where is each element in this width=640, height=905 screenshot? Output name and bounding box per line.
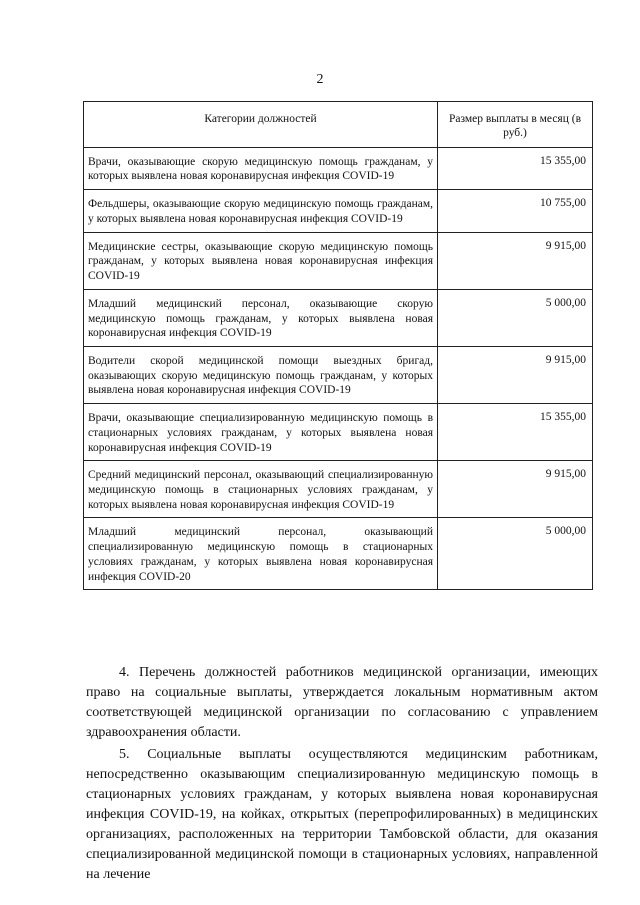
paragraph-5: 5. Социальные выплаты осуществляются медицинским работникам, непосредственно оказывающим специализированную медицинскую помощь в стационарных условиях гражданам, у которых выявлена новая коронавирусная инфекция COVID-19, на койках, открытых (перепрофилированных) в медицинских организациях, расположенных на территории Тамбовской области, для оказания специализированной медицинской помощи в стационарных условиях, направленной на лечение	[86, 747, 598, 882]
table-row	[84, 518, 593, 590]
table-row	[84, 147, 593, 189]
category-cell: Младший медицинский персонал, оказывающие скорую медицинскую помощь гражданам, у которых выявлена новая коронавирусная инфекция COVID-19	[84, 289, 438, 346]
category-cell: Младший медицинский персонал, оказывающий специализированную медицинскую помощь в стационарных условиях гражданам, у которых выявлена новая коронавирусная инфекция COVID-20	[84, 518, 438, 590]
table-header-row	[84, 102, 593, 148]
amount-cell: 5 000,00	[438, 289, 593, 346]
payment-table	[83, 101, 593, 590]
paragraph-4: 4. Перечень должностей работников медицинской организации, имеющих право на социальные выплаты, утверждается локальным нормативным актом соответствующей медицинской организации по согласованию с управлением здравоохранения области.	[86, 665, 598, 740]
table-row	[84, 289, 593, 346]
amount-cell: 9 915,00	[438, 346, 593, 403]
amount-cell: 5 000,00	[438, 518, 593, 590]
body-text	[86, 663, 598, 887]
table-row	[84, 190, 593, 232]
table-row	[84, 461, 593, 518]
table-row	[84, 346, 593, 403]
header-amount: Размер выплаты в месяц (в руб.)	[438, 102, 593, 148]
table-row	[84, 404, 593, 461]
amount-cell: 10 755,00	[438, 190, 593, 232]
amount-cell: 9 915,00	[438, 461, 593, 518]
table-row	[84, 232, 593, 289]
category-cell: Медицинские сестры, оказывающие скорую медицинскую помощь гражданам, у которых выявлена новая коронавирусная инфекция COVID-19	[84, 232, 438, 289]
category-cell: Врачи, оказывающие скорую медицинскую помощь гражданам, у которых выявлена новая коронавирусная инфекция COVID-19	[84, 147, 438, 189]
header-category: Категории должностей	[84, 102, 438, 148]
page-number: 2	[316, 72, 324, 87]
category-cell: Средний медицинский персонал, оказывающий специализированную медицинскую помощь в стационарных условиях гражданам, у которых выявлена новая коронавирусная инфекция COVID-19	[84, 461, 438, 518]
amount-cell: 15 355,00	[438, 404, 593, 461]
category-cell: Врачи, оказывающие специализированную медицинскую помощь в стационарных условиях гражданам, у которых выявлена новая коронавирусная инфекция COVID-19	[84, 404, 438, 461]
category-cell: Фельдшеры, оказывающие скорую медицинскую помощь гражданам, у которых выявлена новая коронавирусная инфекция COVID-19	[84, 190, 438, 232]
category-cell: Водители скорой медицинской помощи выездных бригад, оказывающих скорую медицинскую помощь гражданам, у которых выявлена новая коронавирусная инфекция COVID-19	[84, 346, 438, 403]
amount-cell: 9 915,00	[438, 232, 593, 289]
amount-cell: 15 355,00	[438, 147, 593, 189]
